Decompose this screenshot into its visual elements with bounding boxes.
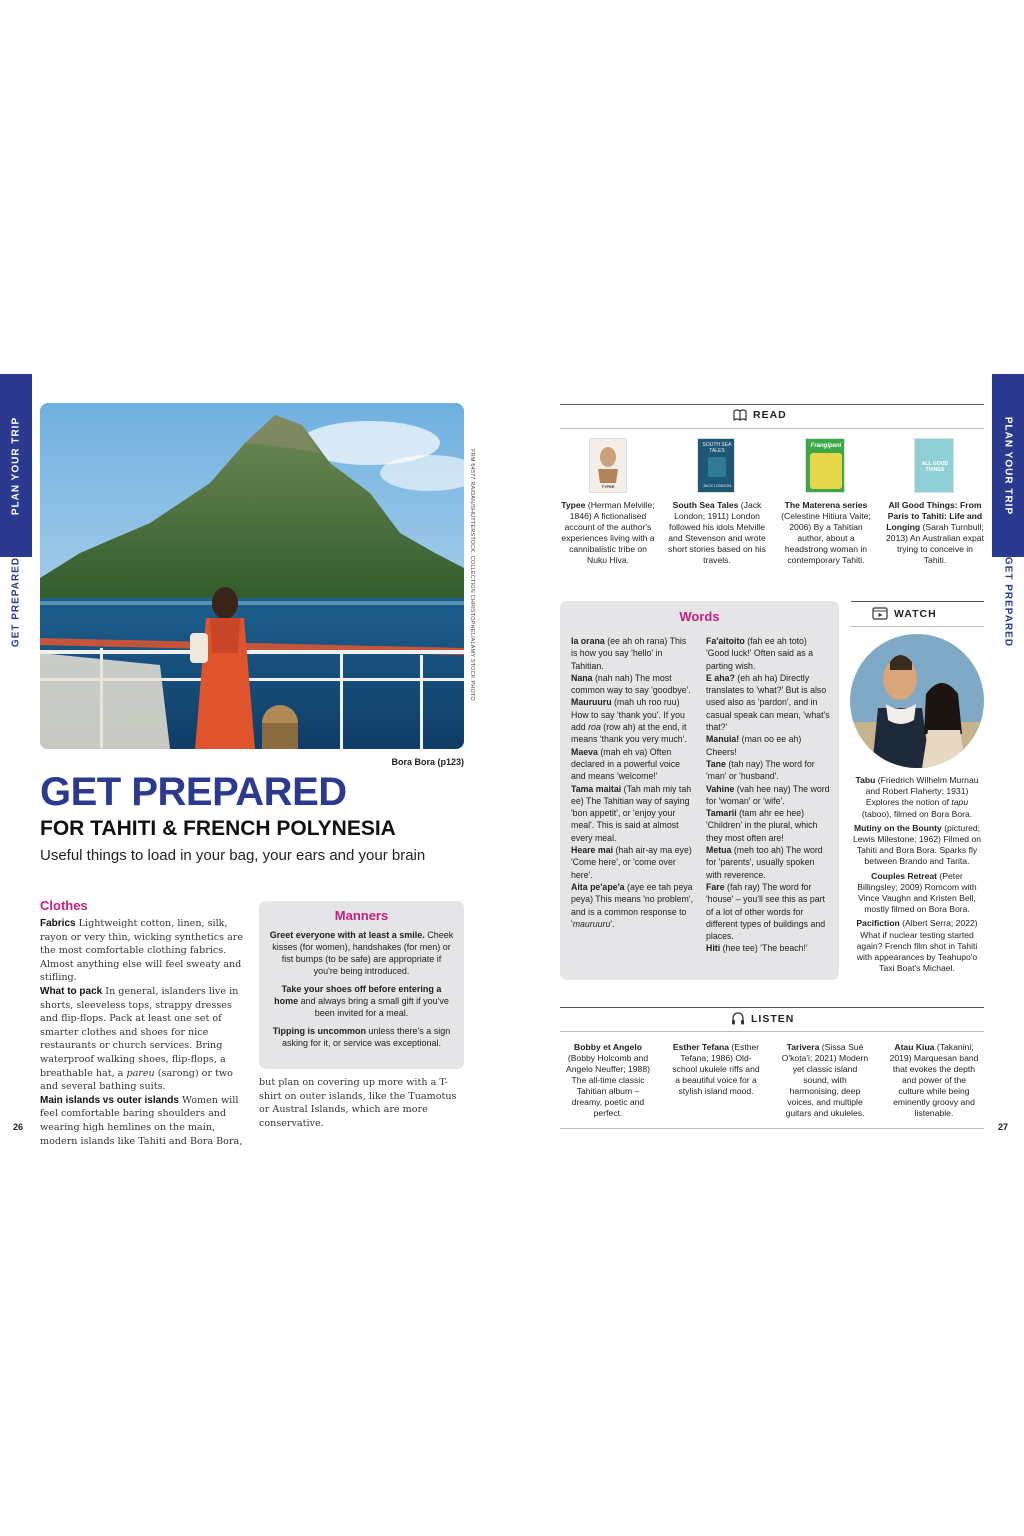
word-term: E aha? bbox=[706, 672, 735, 683]
manners-item bbox=[269, 929, 454, 977]
watch-divider bbox=[851, 626, 984, 627]
word-text: (nah nah) The most common way to say 'goodbye'. bbox=[571, 672, 691, 696]
islands-label: Main islands vs outer islands bbox=[40, 1094, 179, 1106]
south-sea-tales-cover-author: JACK LONDON bbox=[702, 483, 732, 488]
photo-credit-text: FRM 64577 RAIDAN/SHUTTERSTOCK, COLLECTION CHRISTOPHEL/ALAMY STOCK PHOTO bbox=[469, 449, 475, 701]
watch-item bbox=[851, 871, 983, 916]
watch-text: (Friedrich Wilhelm Murnau and Robert Flaherty; 1931) Explores the notion of bbox=[865, 775, 979, 808]
word-entry bbox=[706, 733, 830, 758]
word-text: (man oo ee ah) Cheers! bbox=[706, 734, 802, 757]
word-text: (fah ray) The word for 'house' – you'll see this as part of a lot of other words for different types of buildings and places. bbox=[706, 881, 826, 942]
listen-title: Atau Kiua bbox=[894, 1042, 935, 1052]
watch-text-end: (taboo), filmed on Bora Bora. bbox=[861, 808, 973, 819]
listen-item bbox=[562, 1042, 654, 1119]
word-term: Mauruuru bbox=[571, 697, 612, 708]
page-title: GET PREPARED bbox=[40, 770, 347, 814]
page-number-left: 26 bbox=[13, 1122, 24, 1132]
word-entry bbox=[571, 672, 695, 697]
word-text: (tam ahr ee hee) 'Children' in the plural, which they most often are! bbox=[706, 808, 818, 843]
clothes-continued: but plan on covering up more with a T-shirt on outer islands, like the Tuamotus or Austral Islands, which are more conservative. bbox=[259, 1077, 457, 1129]
word-term: Hiti bbox=[706, 943, 721, 954]
book-text: (Jack London; 1911) London followed his idols Melville and Stevenson and wrote short stories based on his travels. bbox=[668, 500, 766, 565]
word-text: (aye ee tah peya peya) This means 'no problem', and is a common response to ' bbox=[571, 881, 694, 929]
read-heading-label: READ bbox=[753, 409, 787, 421]
page-number-right: 27 bbox=[998, 1122, 1009, 1132]
book-title: The Materena series bbox=[784, 500, 868, 510]
word-text: (fah ee ah toto) 'Good luck!' Often said as a parting wish. bbox=[706, 636, 814, 671]
word-term: Manuia! bbox=[706, 734, 740, 745]
read-heading bbox=[733, 409, 787, 421]
word-text: (hee tee) 'The beach!' bbox=[720, 943, 808, 954]
materena-cover-title: Frangipani bbox=[810, 443, 842, 449]
south-sea-tales-cover-title: SOUTH SEA TALES bbox=[702, 442, 732, 454]
word-text-end: (row ah) at the end, it means 'thank you very much'. bbox=[571, 722, 687, 745]
words-box bbox=[560, 601, 839, 980]
word-term: Metua bbox=[706, 845, 732, 856]
typee-cover bbox=[589, 438, 627, 493]
page-subtitle: FOR TAHITI & FRENCH POLYNESIA bbox=[40, 817, 396, 840]
watch-item bbox=[851, 918, 983, 974]
manners-item bbox=[269, 983, 454, 1019]
word-text-end: '. bbox=[610, 918, 615, 929]
word-entry bbox=[706, 635, 830, 672]
watch-text: (pictured; Lewis Milestone; 1962) Filmed on Tahiti and Bora Bora. Sparks fly between Brando and Tarita. bbox=[852, 822, 981, 867]
manners-item-text: and always bring a small gift if you've been invited for a meal. bbox=[298, 996, 449, 1018]
manners-item-title: Take your shoes off before entering a home bbox=[274, 984, 442, 1006]
word-entry bbox=[571, 881, 695, 930]
manners-item-text: Cheek kisses (for women), handshakes (for men) or fist bumps (to be safe) are appropriate if you're being introduced. bbox=[272, 930, 454, 976]
word-entry bbox=[571, 696, 695, 745]
watch-title: Couples Retreat bbox=[871, 870, 938, 881]
right-side-tab bbox=[992, 374, 1024, 654]
book-title: South Sea Tales bbox=[672, 500, 739, 510]
watch-top-rule bbox=[851, 601, 984, 602]
film-still-art bbox=[850, 634, 984, 768]
word-entry bbox=[706, 881, 830, 942]
book-text: (Sarah Turnbull; 2013) An Australian expat trying to conceive in Tahiti. bbox=[886, 522, 984, 565]
listen-item bbox=[670, 1042, 762, 1097]
watch-list bbox=[851, 775, 983, 977]
listen-title: Bobby et Angelo bbox=[574, 1042, 642, 1052]
word-text: (vah hee nay) The word for 'woman' or 'wife'. bbox=[706, 783, 830, 806]
word-term: Heare mai bbox=[571, 845, 614, 856]
listen-item bbox=[779, 1042, 871, 1119]
listen-text: (Sissa Sué O'kota'i; 2021) Modern yet classic island sound, with harmonising, deep voices, and multiple guitars and ukuleles. bbox=[781, 1042, 869, 1118]
listen-text: (Esther Tefana; 1986) Old-school ukulele riffs and a beautiful voice for a stylish island mood. bbox=[672, 1042, 760, 1096]
listen-heading bbox=[731, 1012, 794, 1025]
manners-item bbox=[269, 1025, 454, 1049]
word-text: (eh ah ha) Directly translates to 'what?' But is also used also as 'pardon', and in casual speak can mean, 'what's that?' bbox=[706, 672, 830, 733]
word-term: Vahine bbox=[706, 783, 735, 794]
listen-title: Tarivera bbox=[786, 1042, 820, 1052]
left-tab-section-label: GET PREPARED bbox=[10, 556, 22, 648]
photo-illustration bbox=[40, 403, 464, 749]
video-icon bbox=[872, 607, 888, 620]
what-to-pack-text: In general, islanders live in shorts, sleeveless tops, strappy dresses and flip-flops. Pack at least one set of smarter clothes and shoes for nice restaurants or church services. Bring waterproof walking shoes, flip-flops, a breathable hat, a bbox=[40, 985, 239, 1079]
word-entry bbox=[571, 783, 695, 844]
read-divider bbox=[560, 428, 984, 429]
what-to-pack-label: What to pack bbox=[40, 985, 103, 997]
words-heading: Words bbox=[679, 609, 720, 624]
word-entry bbox=[571, 635, 695, 672]
book-typee bbox=[560, 500, 656, 566]
watch-text: (Peter Billingsley; 2009) Romcom with Vince Vaughn and Kristen Bell, mostly filmed on Bora Bora. bbox=[857, 870, 977, 915]
what-to-pack-text-end: (sarong) or two and several bathing suits. bbox=[40, 1067, 233, 1093]
listen-text: (Takanini; 2019) Marquesan band that evokes the depth and power of the culture while being eminently groovy and listenable. bbox=[889, 1042, 979, 1118]
clothes-heading: Clothes bbox=[40, 898, 88, 913]
clothes-fabrics bbox=[40, 917, 244, 985]
words-right-column bbox=[706, 635, 830, 955]
book-text: (Herman Melville; 1846) A fictionalised account of the author's experiences living with a cannibalistic tribe on Nuku Hiva. bbox=[561, 500, 655, 565]
book-materena bbox=[777, 500, 875, 566]
fabrics-text: Lightweight cotton, linen, silk, rayon or very thin, wicking synthetics are the most comfortable clothing fabrics. Almost anything else will feel sweaty and stifling. bbox=[40, 918, 244, 984]
listen-heading-label: LISTEN bbox=[751, 1012, 795, 1025]
word-term: Maeva bbox=[571, 746, 598, 757]
all-good-things-cover-title: ALL GOOD THINGS bbox=[921, 461, 949, 473]
word-entry bbox=[706, 758, 830, 783]
word-entry bbox=[706, 942, 830, 954]
word-italic: mauruuru bbox=[572, 918, 611, 929]
word-text: (mah eh va) Often declared in a powerful voice and means 'welcome!' bbox=[571, 746, 681, 782]
word-entry bbox=[571, 844, 695, 881]
word-entry bbox=[706, 783, 830, 808]
listen-title: Esther Tefana bbox=[672, 1042, 730, 1052]
mutiny-film-still bbox=[850, 634, 984, 768]
watch-title: Pacifiction bbox=[856, 918, 900, 929]
word-term: Tamarii bbox=[706, 808, 737, 819]
materena-cover-art bbox=[810, 453, 842, 489]
word-text: (meh too ah) The word for 'parents', usually spoken with reverence. bbox=[706, 845, 823, 880]
watch-title: Tabu bbox=[855, 775, 876, 785]
watch-italic: tapu bbox=[951, 797, 969, 808]
words-left-column bbox=[571, 635, 695, 930]
watch-item bbox=[851, 823, 983, 868]
word-term: Aita pe'ape'a bbox=[571, 881, 625, 892]
word-term: Fare bbox=[706, 881, 725, 892]
all-good-things-cover bbox=[914, 438, 954, 493]
watch-heading bbox=[872, 607, 937, 620]
manners-item-text: unless there's a sign asking for it, or service was exceptional. bbox=[281, 1026, 451, 1048]
clothes-islands bbox=[40, 1094, 244, 1148]
south-sea-tales-cover bbox=[697, 438, 735, 493]
book-icon bbox=[733, 409, 747, 421]
word-text: (hah air-ay ma eye) 'Come here', or 'come over here'. bbox=[571, 845, 692, 880]
word-term: Tama maitai bbox=[571, 783, 622, 794]
word-term: Fa'aitoito bbox=[706, 636, 745, 646]
book-south-sea-tales bbox=[668, 500, 766, 566]
headphones-icon bbox=[731, 1012, 745, 1025]
book-title: Typee bbox=[561, 500, 586, 510]
word-text: (Tah mah miy tah ee) The Tahitian way of saying 'bon appetit', or 'enjoy your meal'. This is said at almost every meal. bbox=[571, 783, 692, 843]
watch-heading-label: WATCH bbox=[894, 607, 937, 620]
right-tab-plan-label: PLAN YOUR TRIP bbox=[1002, 416, 1014, 515]
word-italic: roa bbox=[588, 722, 601, 733]
listen-item bbox=[888, 1042, 980, 1119]
read-top-rule bbox=[560, 404, 984, 405]
word-term: Tane bbox=[706, 758, 726, 769]
watch-item bbox=[851, 775, 983, 820]
listen-text: (Bobby Holcomb and Angelo Neuffer; 1988) The all-time classic Tahitian album – dreamy, poetic and perfect. bbox=[566, 1053, 650, 1118]
typee-cover-title: TYPEE bbox=[601, 484, 615, 489]
pareu-term: pareu bbox=[126, 1067, 155, 1079]
page-tagline: Useful things to load in your bag, your ears and your brain bbox=[40, 847, 426, 864]
word-text: (tah nay) The word for 'man' or 'husband'. bbox=[706, 758, 815, 782]
listen-divider bbox=[560, 1031, 984, 1032]
bora-bora-photo bbox=[40, 403, 464, 749]
south-sea-tales-cover-art bbox=[708, 457, 726, 477]
photo-caption: Bora Bora (p123) bbox=[391, 757, 464, 767]
word-text: (mah uh roo ruu) How to say 'thank you'. If you add bbox=[571, 697, 685, 733]
word-entry bbox=[706, 807, 830, 844]
book-title: All Good Things: From Paris to Tahiti: Life and Longing bbox=[886, 500, 983, 532]
watch-text: (Albert Serra; 2022) What if nuclear testing started again? French film shot in Tahiti with appearances by Teahupo'o Taxi Boat's Michael. bbox=[856, 918, 978, 974]
right-tab-section-label: GET PREPARED bbox=[1002, 556, 1014, 648]
islands-text: Women will feel comfortable baring shoulders and wearing high hemlines on the main, modern islands like Tahiti and Bora Bora, bbox=[40, 1094, 243, 1147]
materena-cover bbox=[805, 438, 845, 493]
word-entry bbox=[706, 672, 830, 733]
manners-item-title: Greet everyone with at least a smile. bbox=[269, 930, 425, 940]
watch-title: Mutiny on the Bounty bbox=[853, 822, 942, 833]
clothes-what-to-pack bbox=[40, 985, 244, 1094]
left-side-tab bbox=[0, 374, 32, 654]
word-entry bbox=[706, 844, 830, 881]
word-text: (ee ah oh rana) This is how you say 'hello' in Tahitian. bbox=[571, 636, 687, 671]
manners-heading: Manners bbox=[334, 908, 389, 923]
word-term: Ia orana bbox=[571, 636, 605, 646]
listen-bottom-rule bbox=[560, 1128, 984, 1129]
book-text: (Celestine Hitiura Vaite; 2006) By a Tahitian author, about a headstrong woman in contemporary Tahiti. bbox=[781, 511, 871, 565]
manners-box bbox=[259, 901, 464, 1069]
listen-top-rule bbox=[560, 1007, 984, 1008]
manners-item-title: Tipping is uncommon bbox=[272, 1026, 367, 1036]
clothes-body bbox=[40, 917, 244, 1148]
word-entry bbox=[571, 746, 695, 783]
photo-credit bbox=[466, 405, 478, 745]
word-term: Nana bbox=[571, 672, 593, 683]
book-all-good-things bbox=[886, 500, 984, 566]
left-tab-plan-label: PLAN YOUR TRIP bbox=[10, 416, 22, 515]
fabrics-label: Fabrics bbox=[40, 918, 76, 929]
